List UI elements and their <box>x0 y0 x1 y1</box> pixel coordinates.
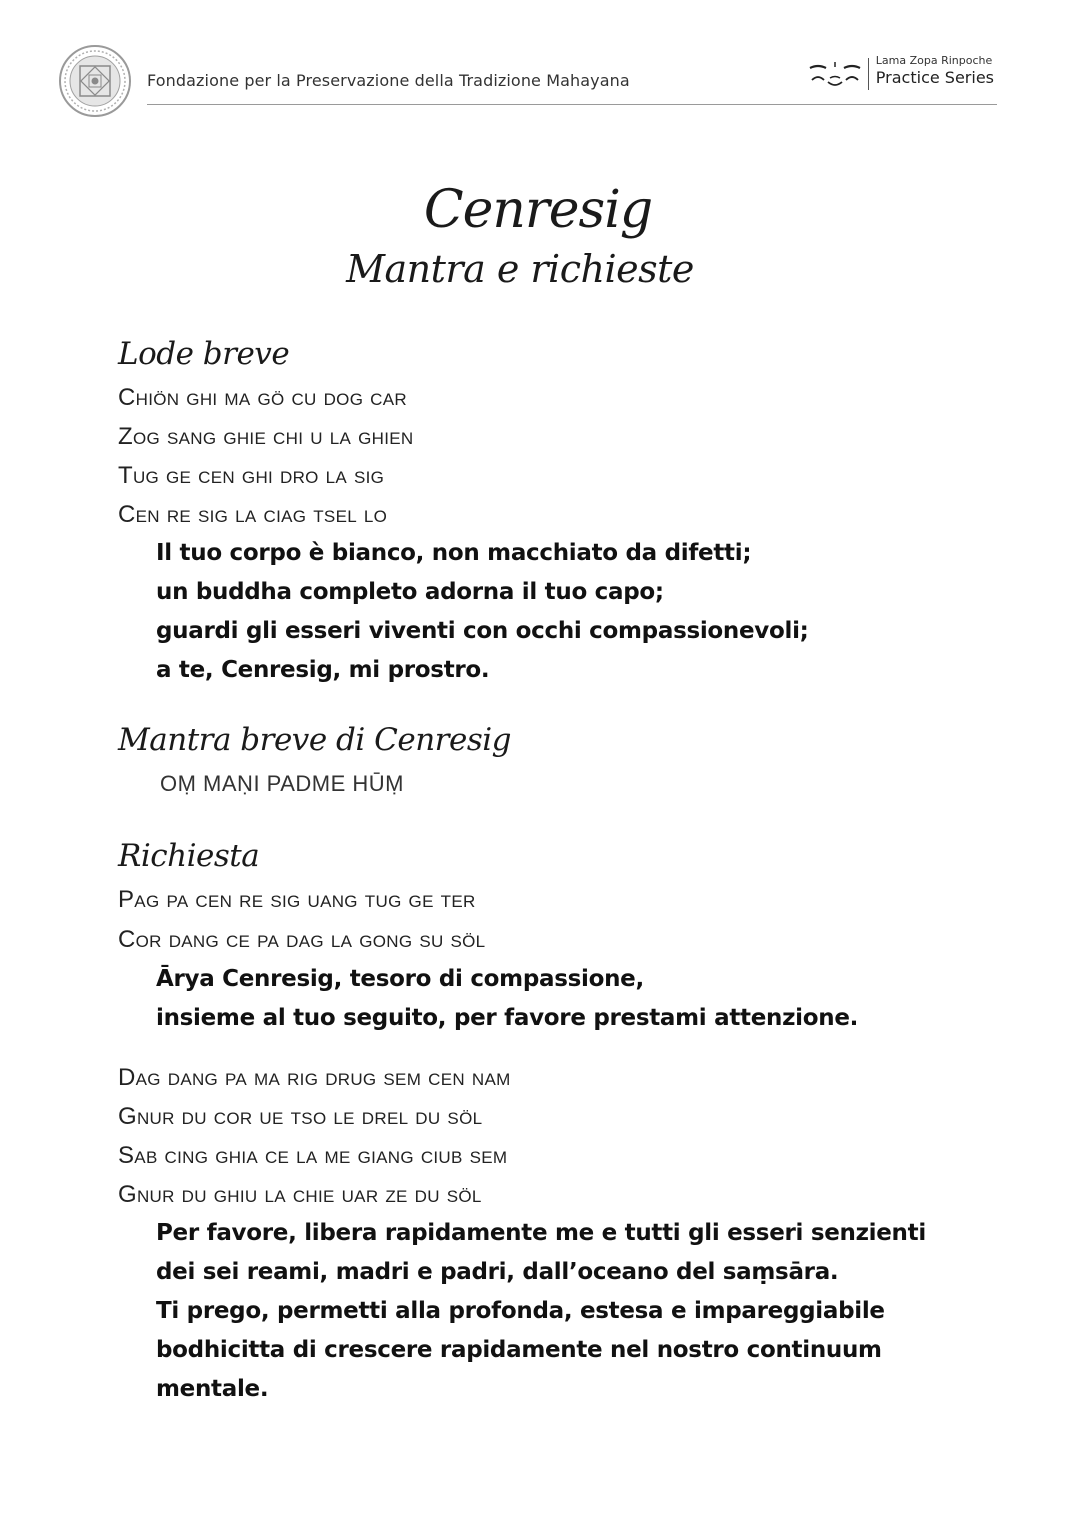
translation-line: bodhicitta di crescere rapidamente nel nostro continuum <box>156 1337 882 1363</box>
translit-line: Chiön ghi ma gö cu dog car <box>118 384 407 411</box>
translation-line: insieme al tuo seguito, per favore prestami attenzione. <box>156 1005 859 1031</box>
translit-line: Tug ge cen ghi dro la sig <box>118 462 385 489</box>
translation-line: a te, Cenresig, mi prostro. <box>156 657 490 683</box>
series-divider <box>868 58 869 90</box>
translit-line: Dag dang pa ma rig drug sem cen nam <box>118 1064 511 1091</box>
page-subtitle: Mantra e richieste <box>346 247 694 291</box>
translation-line: un buddha completo adorna il tuo capo; <box>156 579 664 605</box>
series-author: Lama Zopa Rinpoche <box>875 54 993 67</box>
page-header <box>0 0 1066 120</box>
translit-line: Gnur du ghiu la chie uar ze du söl <box>118 1181 482 1208</box>
translation-line: Ti prego, permetti alla profonda, estesa e impareggiabile <box>156 1298 885 1324</box>
translit-line: Sab cing ghia ce la me giang ciub sem <box>118 1142 508 1169</box>
translit-line: Gnur du cor ue tso le drel du söl <box>118 1103 483 1130</box>
organization-name: Fondazione per la Preservazione della Tradizione Mahayana <box>147 71 630 90</box>
mandala-logo-icon <box>58 44 132 118</box>
translation-line: Per favore, libera rapidamente me e tutti gli esseri senzienti <box>156 1220 926 1246</box>
series-block <box>876 54 994 88</box>
translation-line: guardi gli esseri viventi con occhi compassionevoli; <box>156 618 809 644</box>
translation-line: dei sei reami, madri e padri, dall’oceano del saṃsāra. <box>156 1259 839 1285</box>
header-divider <box>147 104 997 105</box>
section-heading-mantra: Mantra breve di Cenresig <box>118 722 511 758</box>
translit-line: Cen re sig la ciag tsel lo <box>118 501 388 528</box>
series-name: Practice Series <box>875 68 994 87</box>
eyes-logo-icon <box>806 58 864 90</box>
mantra-text: OṂ MAṆI PADME HŪṂ <box>160 771 404 796</box>
section-heading-richiesta: Richiesta <box>118 838 260 874</box>
translation-line: Ārya Cenresig, tesoro di compassione, <box>156 966 644 992</box>
page-content <box>118 330 998 1409</box>
translation-line: mentale. <box>156 1376 269 1402</box>
translit-line: Pag pa cen re sig uang tug ge ter <box>118 886 476 913</box>
translit-line: Cor dang ce pa dag la gong su söl <box>118 926 486 953</box>
section-heading-lode: Lode breve <box>118 336 290 372</box>
translit-line: Zog sang ghie chi u la ghien <box>118 423 414 450</box>
translation-line: Il tuo corpo è bianco, non macchiato da difetti; <box>156 540 752 566</box>
page-title: Cenresig <box>423 180 653 240</box>
